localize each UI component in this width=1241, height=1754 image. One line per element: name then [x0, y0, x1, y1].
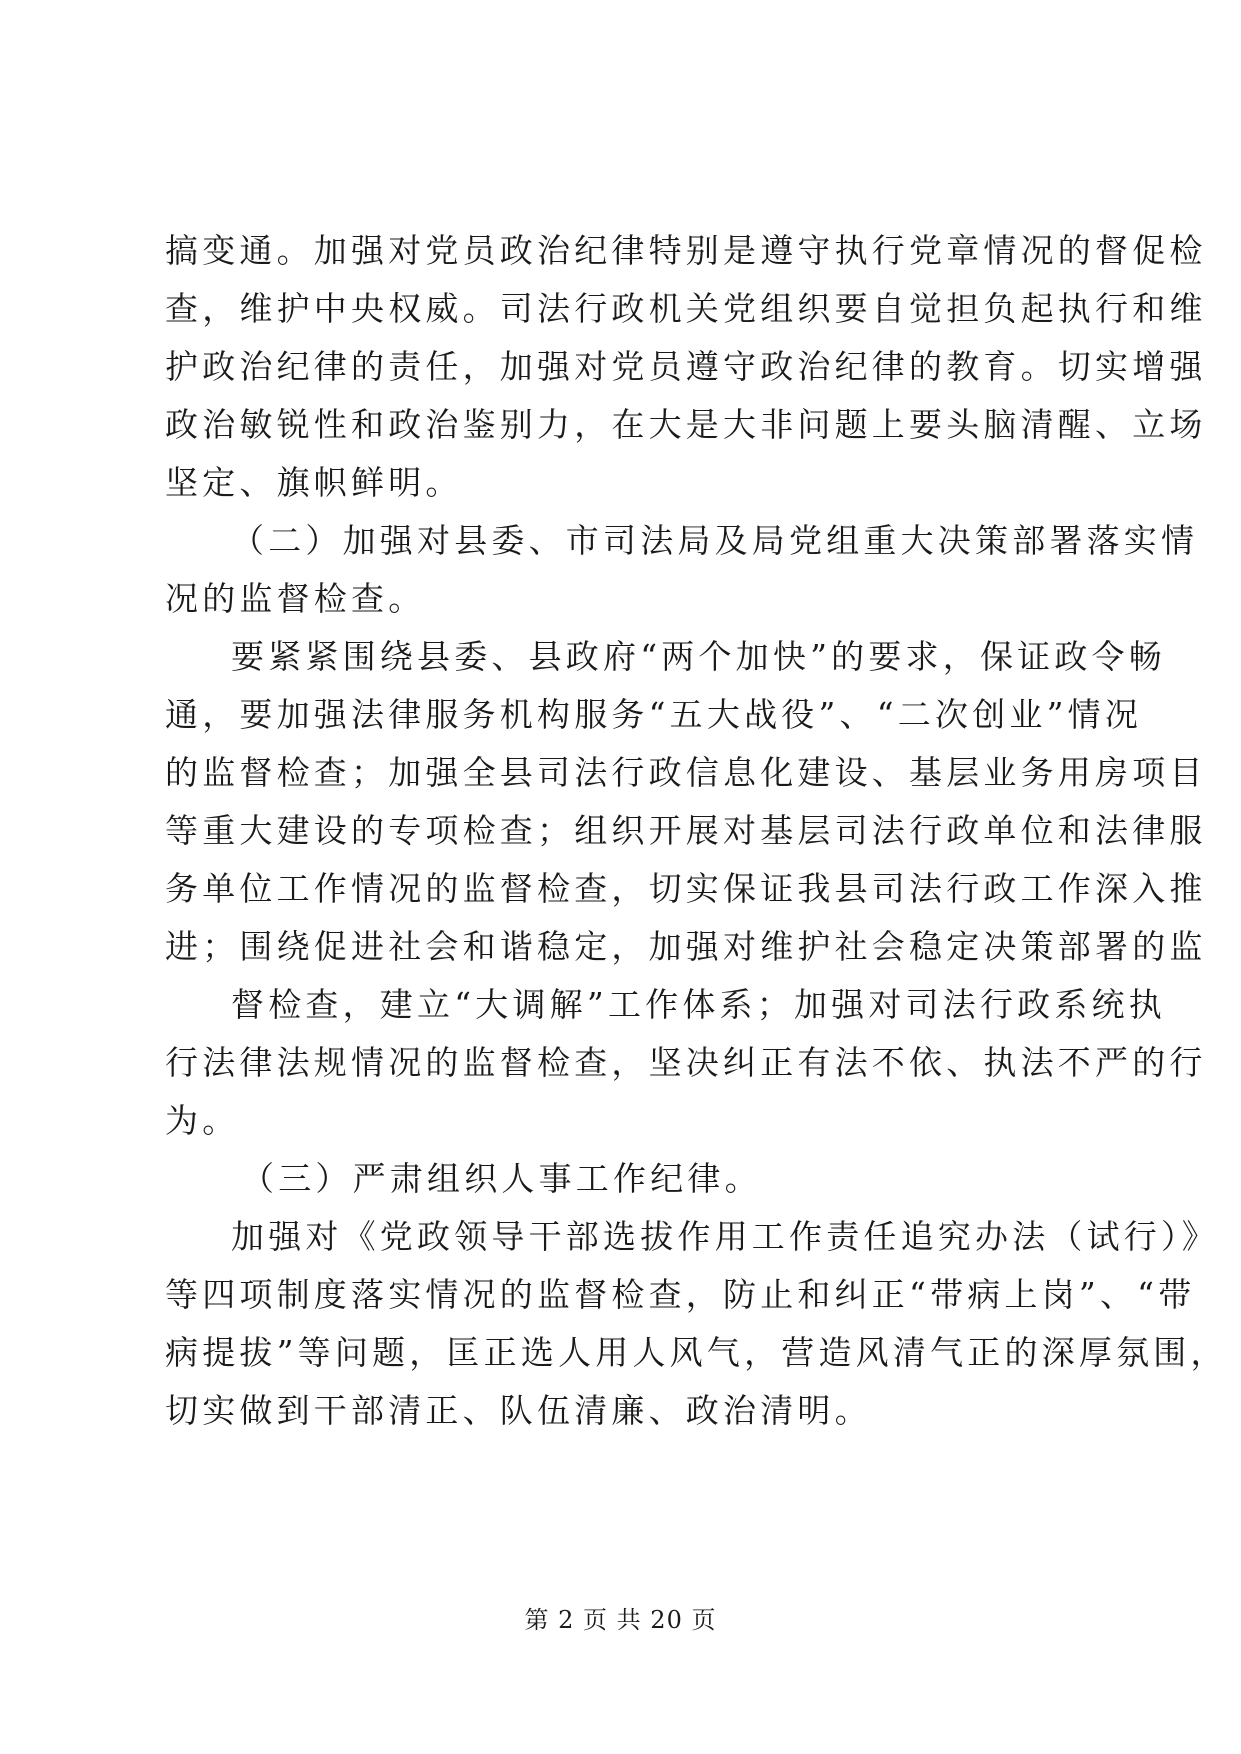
body-line: 务单位工作情况的监督检查，切实保证我县司法行政工作深入推	[165, 869, 1207, 908]
body-line: 要紧紧围绕县委、县政府“两个加快”的要求，保证政令畅	[231, 637, 1166, 676]
body-line: 进；围绕促进社会和谐稳定，加强对维护社会稳定决策部署的监	[165, 927, 1207, 966]
body-line: 护政治纪律的责任，加强对党员遵守政治纪律的教育。切实增强	[165, 347, 1207, 386]
body-line: 查，维护中央权威。司法行政机关党组织要自觉担负起执行和维	[165, 289, 1207, 328]
body-line: 搞变通。加强对党员政治纪律特别是遵守执行党章情况的督促检	[165, 231, 1207, 270]
body-line: 切实做到干部清正、队伍清廉、政治清明。	[165, 1391, 872, 1430]
body-line: 的监督检查；加强全县司法行政信息化建设、基层业务用房项目	[165, 753, 1207, 792]
section-heading-line: 况的监督检查。	[165, 579, 426, 618]
body-line: 加强对《党政领导干部选拔作用工作责任追究办法（试行）》	[231, 1217, 1219, 1256]
page-number-footer: 第 2 页 共 20 页	[524, 1606, 717, 1634]
body-line: 通，要加强法律服务机构服务“五大战役”、“二次创业”情况	[165, 695, 1143, 734]
body-line: 政治敏锐性和政治鉴别力，在大是大非问题上要头脑清醒、立场	[165, 405, 1207, 444]
body-line: 为。	[165, 1101, 240, 1140]
body-line: 等重大建设的专项检查；组织开展对基层司法行政单位和法律服	[165, 811, 1207, 850]
body-line: 行法律法规情况的监督检查，坚决纠正有法不依、执法不严的行	[165, 1043, 1207, 1082]
section-heading-line: （三）严肃组织人事工作纪律。	[241, 1159, 762, 1198]
body-line: 督检查，建立“大调解”工作体系；加强对司法行政系统执	[231, 985, 1166, 1024]
body-line: 病提拔”等问题，匡正选人用人风气，营造风清气正的深厚氛围，	[165, 1333, 1228, 1372]
document-body	[165, 222, 1228, 1440]
section-heading-line: （二）加强对县委、市司法局及局党组重大决策部署落实情	[231, 521, 1199, 560]
body-line: 等四项制度落实情况的监督检查，防止和纠正“带病上岗”、“带	[165, 1275, 1196, 1314]
body-line: 坚定、旗帜鲜明。	[165, 463, 463, 502]
